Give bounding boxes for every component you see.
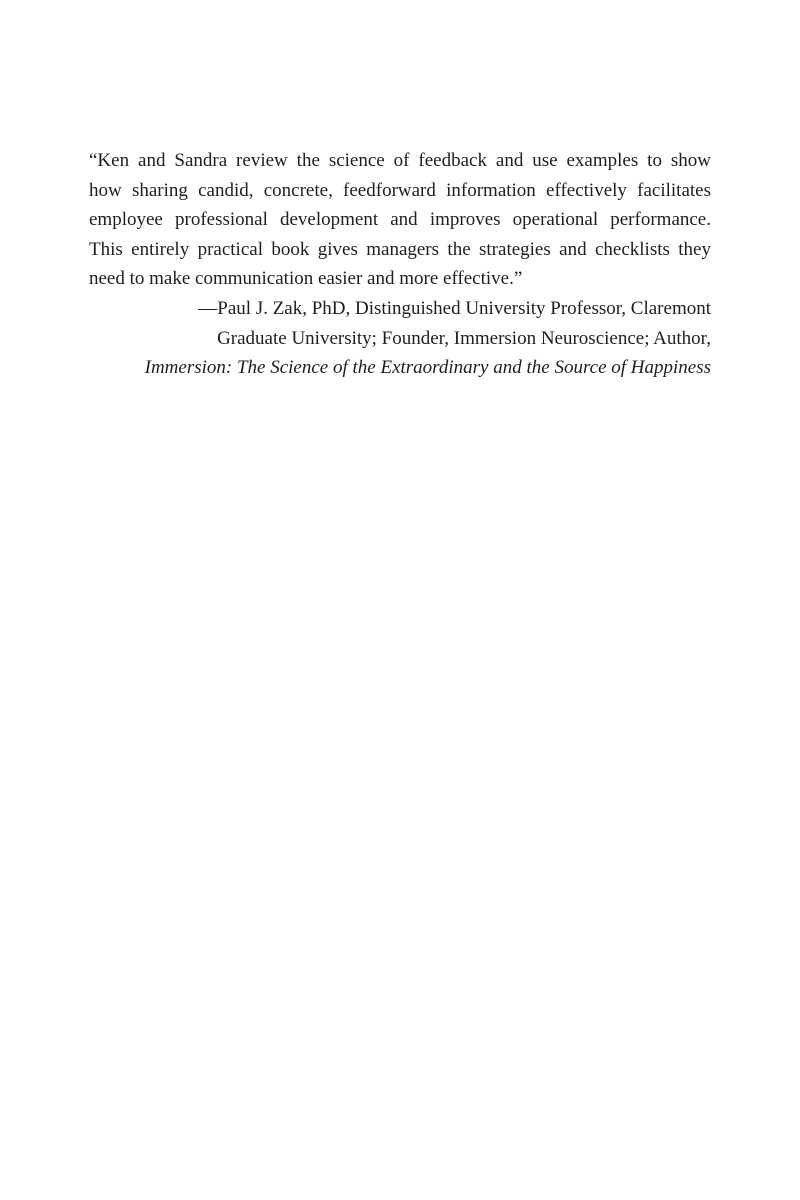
attribution-affiliation-line: Graduate University; Founder, Immersion Neuroscience; Author, — [217, 327, 711, 349]
quote-line: need to make communication easier and more effective.” — [89, 268, 523, 289]
endorsement-quote — [89, 146, 711, 294]
quote-line: employee professional development and improves operational performance. — [89, 209, 711, 230]
endorsement-attribution — [89, 294, 711, 383]
quote-line: “Ken and Sandra review the science of feedback and use examples to show — [89, 150, 711, 171]
attribution-book-title: Immersion: The Science of the Extraordinary and the Source of Happiness — [144, 357, 711, 378]
quote-line: how sharing candid, concrete, feedforward information effectively facilitates — [89, 179, 711, 201]
quote-line: This entirely practical book gives managers the strategies and checklists they — [89, 238, 711, 260]
attribution-name-line: —Paul J. Zak, PhD, Distinguished University Professor, Claremont — [198, 298, 711, 319]
